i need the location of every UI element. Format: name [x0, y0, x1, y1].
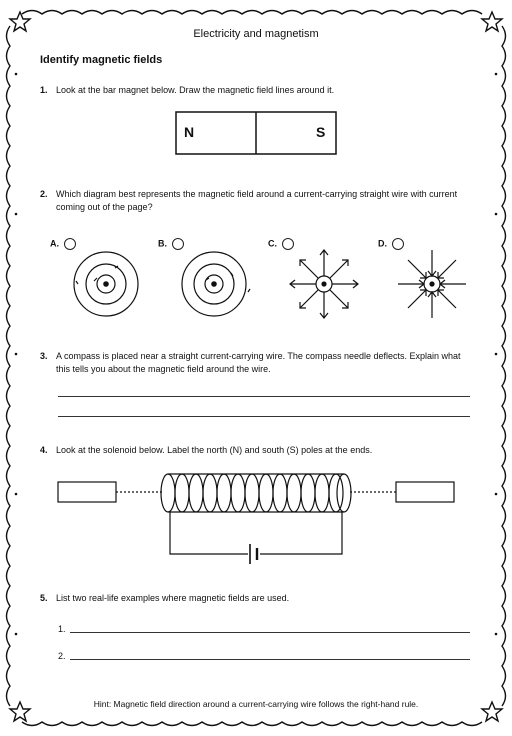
- diagram-c: [290, 250, 358, 318]
- question-5: [40, 592, 476, 605]
- option-radio[interactable]: [172, 238, 184, 250]
- answer-line[interactable]: [70, 659, 470, 660]
- question-number: 5.: [40, 593, 48, 603]
- diagram-d: [398, 250, 466, 318]
- answer-line[interactable]: [58, 396, 470, 397]
- option-label: A.: [50, 238, 59, 249]
- option-radio[interactable]: [392, 238, 404, 250]
- question-number: 3.: [40, 351, 48, 361]
- bar-magnet: [176, 112, 336, 154]
- option-label: C.: [268, 238, 277, 249]
- question-text: Look at the solenoid below. Label the north (N) and south (S) poles at the ends.: [56, 445, 373, 455]
- option-label: B.: [158, 238, 167, 249]
- option-d[interactable]: [378, 238, 404, 250]
- question-4: [40, 444, 476, 457]
- question-number: 2.: [40, 189, 48, 199]
- diagram-b: [182, 252, 250, 316]
- option-label: D.: [378, 238, 387, 249]
- section-heading: Identify magnetic fields: [40, 54, 163, 66]
- option-b[interactable]: [158, 238, 184, 250]
- question-text: List two real-life examples where magnetic fields are used.: [56, 593, 290, 603]
- answer-line[interactable]: [58, 416, 470, 417]
- solenoid-diagram: [58, 474, 454, 564]
- option-radio[interactable]: [64, 238, 76, 250]
- worksheet-title: Electricity and magnetism: [193, 28, 319, 40]
- option-c[interactable]: [268, 238, 294, 250]
- question-2: [40, 188, 476, 214]
- answer-number: 1.: [58, 624, 66, 634]
- hint-text: Hint: Magnetic field direction around a current-carrying wire follows the right-hand rule.: [93, 699, 419, 709]
- question-number: 1.: [40, 85, 48, 95]
- question-text: Look at the bar magnet below. Draw the magnetic field lines around it.: [56, 85, 335, 95]
- question-text: A compass is placed near a straight current-carrying wire. The compass needle deflects. Explain what this tells you about the magnetic field around the wire.: [56, 351, 461, 374]
- question-1: [40, 84, 476, 97]
- diagram-a: [74, 252, 138, 316]
- answer-number: 2.: [58, 651, 66, 661]
- option-a[interactable]: [50, 238, 76, 250]
- magnet-north-label: N: [184, 124, 195, 140]
- answer-line[interactable]: [70, 632, 470, 633]
- question-number: 4.: [40, 445, 48, 455]
- question-text: Which diagram best represents the magnetic field around a current-carrying straight wire with current coming out of the page?: [56, 189, 458, 212]
- magnet-south-label: S: [316, 124, 326, 140]
- option-radio[interactable]: [282, 238, 294, 250]
- question-3: [40, 350, 476, 376]
